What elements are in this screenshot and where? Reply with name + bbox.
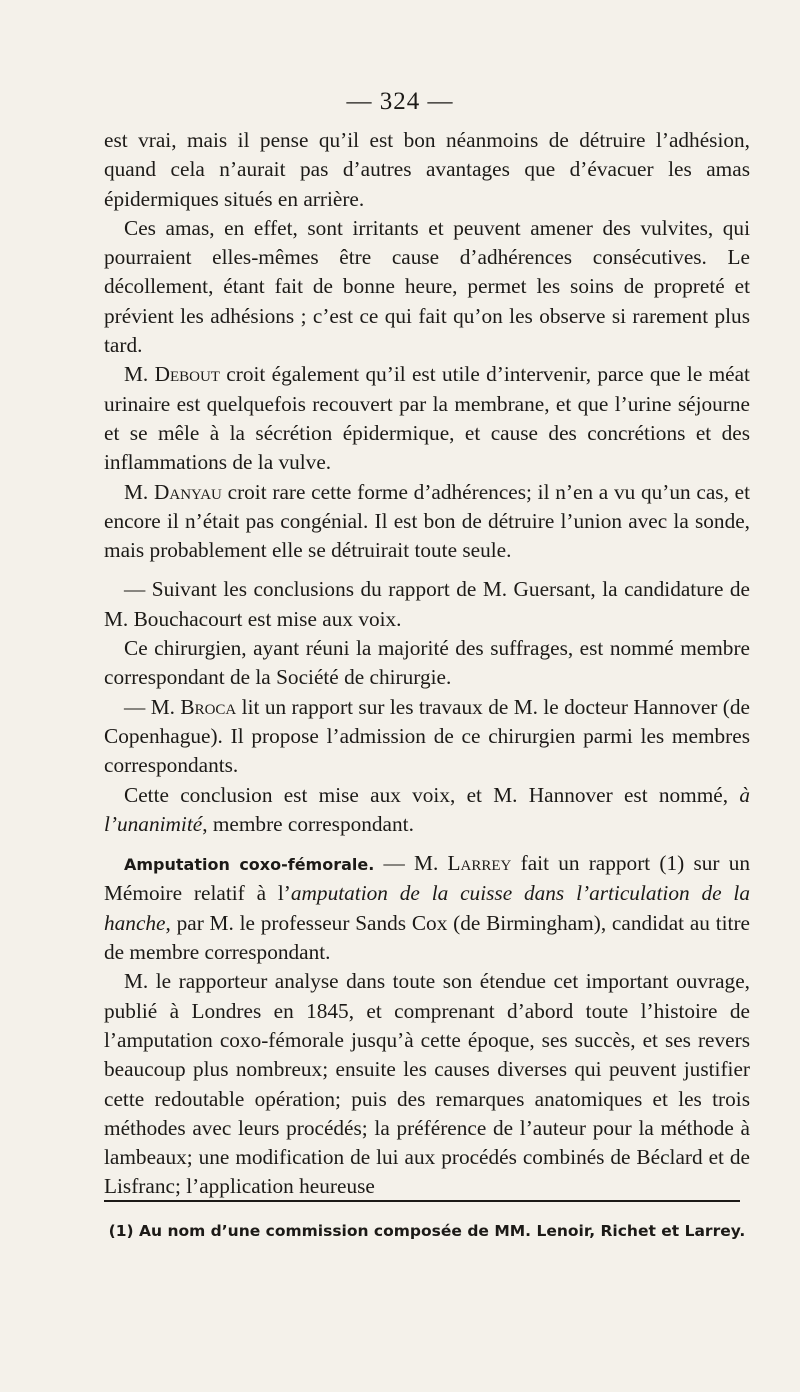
section-heading: Amputation coxo-fémorale. <box>124 855 375 875</box>
paragraph-4 <box>104 478 750 566</box>
section-lead: — M. <box>374 851 448 876</box>
paragraph-8-italic: à l’unanimité <box>104 782 750 836</box>
body-text <box>104 126 750 1202</box>
paragraph-6: Ce chirurgien, ayant réuni la majorité des suffrages, est nommé membre correspondant de la Société de chirurgie. <box>104 636 750 690</box>
section-text-2: , par M. le professeur Sands Cox (de Birmingham), candidat au titre de membre correspondant. <box>104 910 750 965</box>
footnote: (1) Au nom d’une commission composée de MM. Lenoir, Richet et Larrey. <box>108 1222 746 1240</box>
section-italic: amputation de la cuisse dans l’articulation de la hanche <box>104 881 750 935</box>
footnote-rule <box>104 1200 740 1202</box>
paragraph-2: Ces amas, en effet, sont irritants et peuvent amener des vulvites, qui pourraient elles-mêmes être cause d’adhérences consécutives. Le décollement, étant fait de bonne heure, permet les soins de propreté et prévient les adhésions ; c’est ce qui fait qu’on les observe si rarement plus tard. <box>104 215 750 358</box>
paragraph-5: — Suivant les conclusions du rapport de M. Guersant, la candidature de M. Bouchacourt est mise aux voix. <box>104 577 750 631</box>
paragraph-4-text: croit rare cette forme d’adhérences; il n’en a vu qu’un cas, et encore il n’était pas congénial. Il est bon de détruire l’union avec la sonde, mais probablement elle se détruirait toute seule. <box>104 479 750 563</box>
paragraph-7 <box>104 693 750 781</box>
paragraph-7-lead: — M. <box>124 694 181 719</box>
section-text-1: fait un rapport (1) sur un Mémoire relatif à l’ <box>104 851 751 906</box>
paragraph-last: M. le rapporteur analyse dans toute son étendue cet important ouvrage, publié à Londres en 1845, et comprenant d’abord toute l’histoire de l’amputation coxo-fémorale jusqu’à cette époque, ses succès, et ses revers beaucoup plus nombreux; ensuite les causes diverses qui peuvent justifier cette redoutable opération; puis des remarques anatomiques et les trois méthodes avec leurs procédés; la préférence de l’auteur pour la méthode à lambeaux; une modification de lui aux procédés combinés de Béclard et de Lisfranc; l’application heureuse <box>104 969 750 1199</box>
paragraph-3 <box>104 360 750 477</box>
paragraph-7-text: lit un rapport sur les travaux de M. le docteur Hannover (de Copenhague). Il propose l’admission de ce chirurgien parmi les membres correspondants. <box>104 694 750 778</box>
speaker-name-larrey: Larrey <box>447 851 512 876</box>
section-paragraph <box>104 849 750 967</box>
speaker-name-broca: Broca <box>180 694 237 719</box>
paragraph-4-lead: M. <box>124 479 154 504</box>
speaker-name-debout: Debout <box>154 362 220 387</box>
paragraph-1: est vrai, mais il pense qu’il est bon néanmoins de détruire l’adhésion, quand cela n’aurait pas d’autres avantages que d’évacuer les amas épidermiques situés en arrière. <box>104 128 750 211</box>
speaker-name-danyau: Danyau <box>154 479 222 504</box>
paragraph-8 <box>104 781 750 840</box>
paragraph-3-text: croit également qu’il est utile d’intervenir, parce que le méat urinaire est quelquefois recouvert par la membrane, et que l’urine séjourne et se mêle à la sécrétion épidermique, et cause des concrétions et des inflammations de la vulve. <box>104 362 750 475</box>
paragraph-3-lead: M. <box>124 362 155 387</box>
paragraph-8-tail: , membre correspondant. <box>202 811 414 836</box>
page-number: — 324 — <box>346 88 454 115</box>
paragraph-8-text: Cette conclusion est mise aux voix, et M. Hannover est nommé, <box>124 782 740 807</box>
